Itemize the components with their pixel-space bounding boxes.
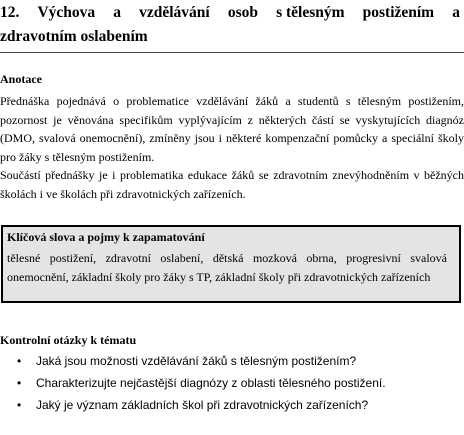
annotation-heading: Anotace bbox=[0, 72, 42, 86]
keywords-line: tělesné postižení, zdravotní oslabení, dětská mozková obrna, progresivní svalová bbox=[7, 251, 447, 265]
bullet-icon: • bbox=[17, 354, 22, 368]
text-line: pozornost je věnována specifikům vyplývajícím z některých částí se vyskytujících diagnóz bbox=[0, 112, 464, 127]
text-line: Součástí přednášky je i problematika edukace žáků se zdravotním znevýhodněním v běžných bbox=[0, 168, 464, 182]
title-word: osob bbox=[227, 4, 258, 21]
questions-heading: Kontrolní otázky k tématu bbox=[0, 333, 137, 347]
bullet-icon: • bbox=[17, 398, 22, 412]
title-word: 12. bbox=[0, 4, 20, 21]
title-word: postižením bbox=[362, 4, 435, 21]
questions-list bbox=[0, 350, 464, 416]
question-text: Jaký je význam základních škol při zdravotnických zařízeních? bbox=[36, 398, 369, 412]
chapter-title-line-1 bbox=[0, 3, 460, 23]
text-line: Přednáška pojednává o problematice vzdělávání žáků a studentů s tělesným postižením, bbox=[0, 94, 464, 108]
annotation-paragraph-1 bbox=[0, 92, 464, 166]
question-item bbox=[0, 372, 464, 394]
title-word: vzdělávání bbox=[139, 4, 210, 21]
question-text: Jaká jsou možnosti vzdělávání žáků s tělesným postižením? bbox=[36, 354, 357, 368]
text-line: školách i ve školách při zdravotnických zařízeních. bbox=[0, 186, 246, 201]
title-word: a bbox=[452, 4, 460, 21]
question-text: Charakterizujte nejčastější diagnózy z oblasti tělesného postižení. bbox=[36, 376, 386, 390]
title-divider bbox=[0, 52, 464, 53]
bullet-icon: • bbox=[17, 376, 22, 390]
text-line: pro žáky s tělesným postižením. bbox=[0, 149, 155, 164]
title-word: a bbox=[113, 4, 122, 21]
question-item bbox=[0, 394, 464, 416]
title-word: s tělesným bbox=[276, 4, 345, 21]
title-word: Výchova bbox=[37, 4, 96, 21]
chapter-title-line-2: zdravotním oslabením bbox=[0, 28, 148, 45]
keywords-heading: Klíčová slova a pojmy k zapamatování bbox=[7, 230, 205, 244]
keywords-text bbox=[7, 249, 447, 287]
keywords-line: onemocnění, základní školy pro žáky s TP, základní školy při zdravotnických zařízeních bbox=[7, 270, 431, 284]
annotation-paragraph-2 bbox=[0, 166, 464, 203]
text-line: (DMO, svalová onemocnění), zmíněny jsou i některé kompenzační pomůcky a speciální školy bbox=[0, 131, 464, 146]
keywords-box bbox=[1, 225, 461, 303]
question-item bbox=[0, 350, 464, 372]
